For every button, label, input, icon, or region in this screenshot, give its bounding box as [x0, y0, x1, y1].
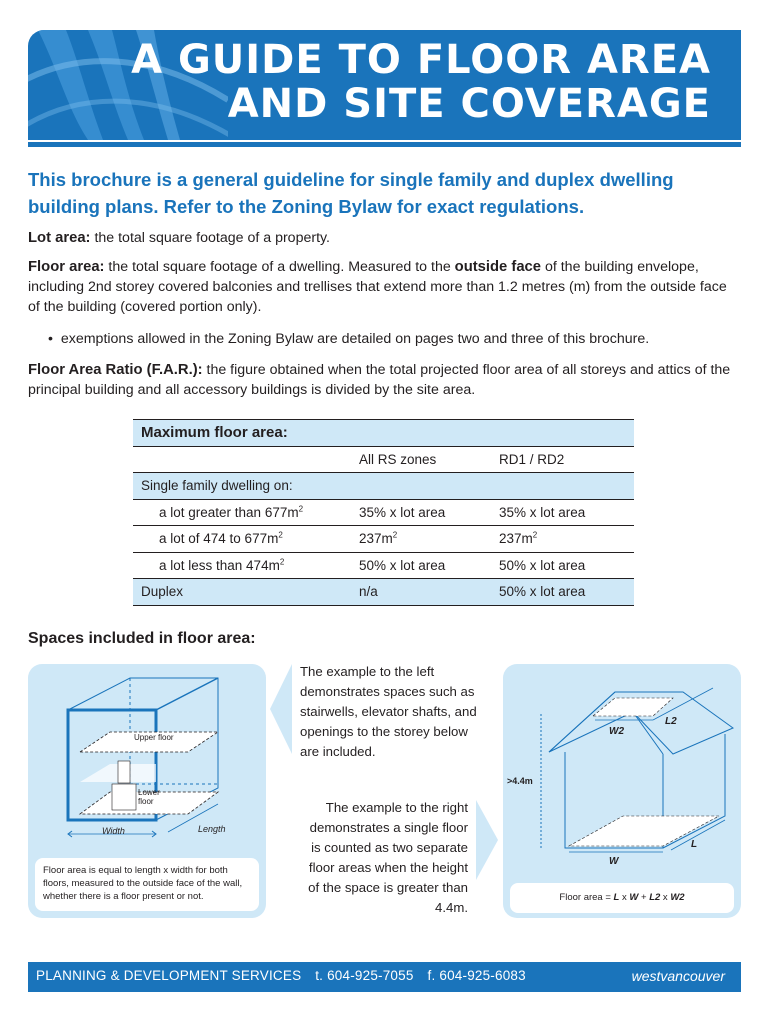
- right-caption: Floor area = L x W + L2 x W2: [510, 883, 734, 913]
- duplex-label: Duplex: [133, 579, 351, 606]
- right-pointing-arrow-icon: [474, 800, 500, 880]
- row-rs-value: 50% x lot area: [351, 552, 491, 579]
- table-row: [133, 552, 634, 579]
- col-header-rd: RD1 / RD2: [491, 446, 634, 473]
- table-row: [133, 526, 634, 553]
- intro-text: This brochure is a general guideline for single family and duplex dwelling building plans. Refer to the Zoning Bylaw for exact regulations.: [28, 169, 674, 217]
- footer-fax: f. 604-925-6083: [427, 968, 526, 983]
- floor-area-definition: [28, 257, 740, 317]
- col-header-rs: All RS zones: [351, 446, 491, 473]
- west-vancouver-logo: westvancouver: [631, 968, 725, 984]
- row-rs-value: 35% x lot area: [351, 499, 491, 526]
- row-label: a lot of 474 to $677m^2$: [133, 526, 351, 553]
- table-title-row: [133, 420, 634, 447]
- table-header-row: [133, 446, 634, 473]
- row-rd-value: $237m^2$: [491, 526, 634, 553]
- page-title: [131, 38, 711, 126]
- row-label: a lot less than $474m^2$: [133, 552, 351, 579]
- width-label: Width: [102, 826, 125, 836]
- footer-phone[interactable]: t. 604-925-7055: [315, 968, 414, 983]
- group-label: Single family dwelling on:: [133, 473, 634, 500]
- left-example-text: The example to the left demonstrates spaces such as stairwells, elevator shafts, and openings to the storey below are included.: [300, 664, 477, 759]
- title-line-1: A GUIDE TO FLOOR AREA: [131, 37, 711, 83]
- table-group-row: [133, 473, 634, 500]
- bullet-icon: •: [48, 331, 61, 347]
- floor-area-emphasis: outside face: [454, 259, 542, 275]
- row-rd-value: 50% x lot area: [491, 552, 634, 579]
- height-label: >4.4m: [507, 776, 533, 786]
- far-text: the figure obtained when the total projected floor area of all storeys and attics of the principal building and all accessory buildings is divided by the site area.: [28, 362, 731, 398]
- l-label: L: [691, 839, 698, 850]
- row-label: a lot greater than $677m^2$: [133, 499, 351, 526]
- w-label: W: [609, 856, 619, 867]
- floor-area-term: Floor area:: [28, 259, 105, 275]
- header-banner: [28, 30, 741, 140]
- header-rule: [28, 142, 741, 147]
- section-heading: Spaces included in floor area:: [28, 630, 256, 647]
- lot-area-term: Lot area:: [28, 230, 91, 246]
- lower-floor-label-1: Lower: [138, 788, 160, 797]
- tall-house-diagram: [503, 664, 741, 884]
- far-term: Floor Area Ratio (F.A.R.):: [28, 362, 203, 378]
- two-storey-box-diagram: [28, 664, 266, 864]
- lot-area-text: the total square footage of a property.: [90, 230, 331, 246]
- row-rs-value: $237m^2$: [351, 526, 491, 553]
- lower-floor-label-2: floor: [138, 797, 154, 806]
- footer-bar: [28, 962, 741, 992]
- table-row-duplex: [133, 579, 634, 606]
- l2-label: L2: [665, 716, 677, 727]
- row-rd-value: 35% x lot area: [491, 499, 634, 526]
- title-line-2: AND SITE COVERAGE: [227, 81, 711, 127]
- exemptions-bullet: [48, 329, 649, 349]
- footer-contact: [36, 968, 526, 983]
- left-caption: Floor area is equal to length x width for both floors, measured to the outside face of the wall, whether there is a floor present or not.: [35, 858, 259, 911]
- table-title: Maximum floor area:: [133, 420, 634, 447]
- max-floor-area-table: [133, 419, 634, 606]
- right-example-text: The example to the right demonstrates a single floor is counted as two separate floor areas when the height of the space is greater than 4.4m.: [308, 800, 468, 915]
- floor-area-text-b: of the building envelope, including 2nd storey covered balconies and trellises that extend more than 1.2 metres (m) from the outside face of the building (covered portion only).: [28, 259, 727, 315]
- left-pointing-arrow-icon: [268, 664, 296, 754]
- duplex-rs-value: n/a: [351, 579, 491, 606]
- bullet-text: exemptions allowed in the Zoning Bylaw are detailed on pages two and three of this brochure.: [60, 331, 650, 347]
- floor-area-text-a: the total square footage of a dwelling. Measured to the: [104, 259, 455, 275]
- table-row: [133, 499, 634, 526]
- lot-area-definition: [28, 228, 740, 248]
- upper-floor-label: Upper floor: [134, 733, 174, 742]
- length-label: Length: [198, 824, 226, 834]
- footer-department: PLANNING & DEVELOPMENT SERVICES: [36, 968, 302, 983]
- far-definition: [28, 360, 740, 400]
- w2-label: W2: [609, 726, 624, 737]
- duplex-rd-value: 50% x lot area: [491, 579, 634, 606]
